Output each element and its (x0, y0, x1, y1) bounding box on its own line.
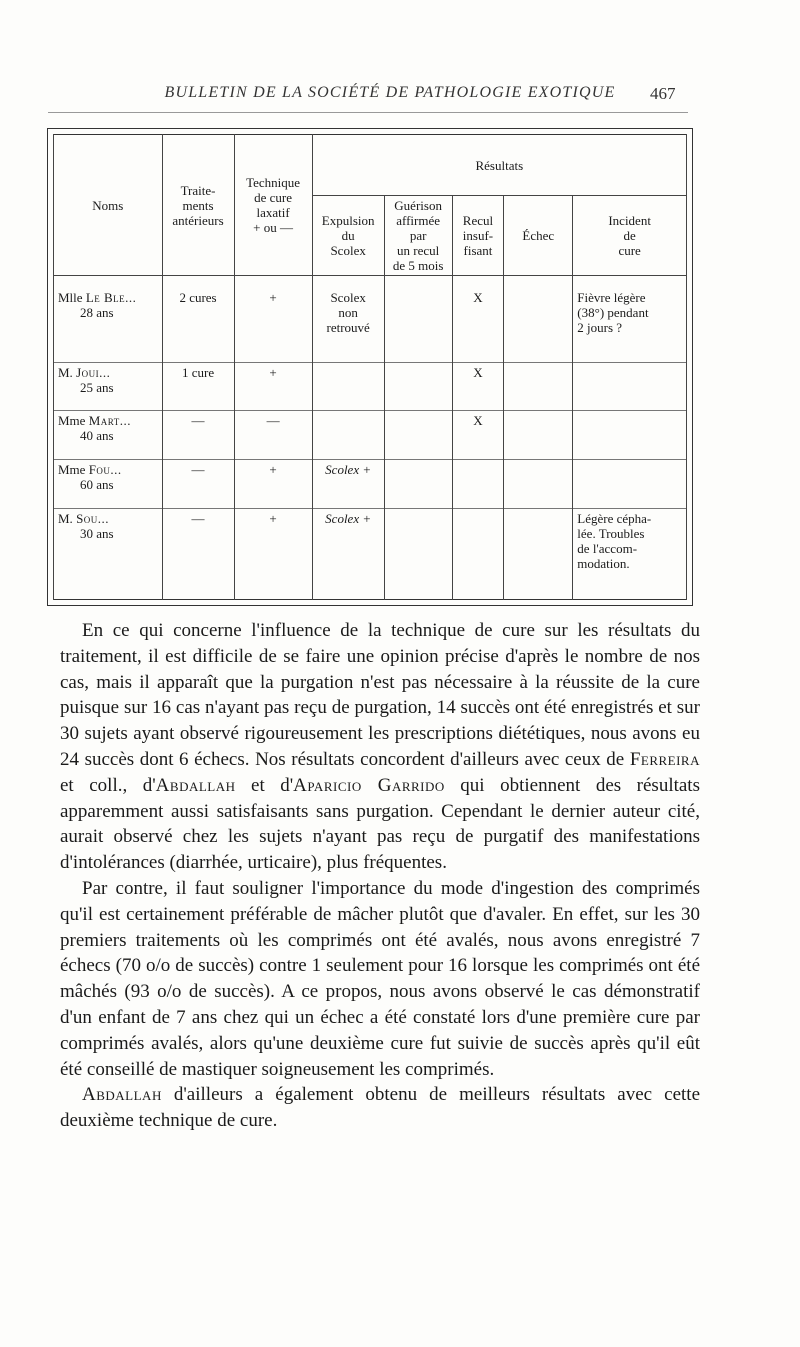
patient-name: M. Joui... 25 ans (54, 362, 163, 411)
cell-technique: — (234, 411, 312, 460)
table-row (54, 460, 687, 509)
patient-name: Mme Mart... 40 ans (54, 411, 163, 460)
results-table-frame (47, 128, 693, 606)
cell-traitements: 1 cure (162, 362, 234, 411)
author-name: Aparicio Garrido (293, 774, 445, 796)
header-rule (48, 112, 688, 113)
cell-technique: + (234, 509, 312, 600)
patient-name: Mme Fou... 60 ans (54, 460, 163, 509)
cell-expulsion (312, 362, 384, 411)
cell-recul: X (452, 362, 504, 411)
author-name: Abdallah (155, 774, 236, 796)
cell-echec (504, 509, 573, 600)
header-incident: Incident de cure (573, 196, 687, 276)
table-row (54, 411, 687, 460)
patient-name: M. Sou... 30 ans (54, 509, 163, 600)
cell-expulsion: Scolex + (312, 509, 384, 600)
cell-incident: Légère cépha- lée. Troubles de l'accom- modation. (573, 509, 687, 600)
table-row (54, 509, 687, 600)
header-guerison: Guérison affirmée par un recul de 5 mois (384, 196, 452, 276)
header-traitements: Traite- ments antérieurs (162, 135, 234, 276)
cell-technique: + (234, 362, 312, 411)
cell-recul (452, 460, 504, 509)
cell-recul (452, 509, 504, 600)
cell-technique: + (234, 460, 312, 509)
cell-echec (504, 362, 573, 411)
cell-recul: X (452, 411, 504, 460)
author-name: Abdallah (82, 1084, 162, 1106)
cell-echec (504, 411, 573, 460)
header-expulsion: Expulsion du Scolex (312, 196, 384, 276)
cell-traitements: 2 cures (162, 276, 234, 363)
cell-traitements: — (162, 411, 234, 460)
cell-expulsion (312, 411, 384, 460)
article-body (60, 618, 700, 1134)
table-row (54, 276, 687, 363)
running-head: BULLETIN DE LA SOCIÉTÉ DE PATHOLOGIE EXOTIQUE (164, 84, 616, 101)
author-name: Ferreira (629, 748, 700, 770)
cell-guerison (384, 460, 452, 509)
cell-expulsion: Scolex + (312, 460, 384, 509)
cell-incident (573, 362, 687, 411)
cell-technique: + (234, 276, 312, 363)
cell-incident: Fièvre légère (38°) pendant 2 jours ? (573, 276, 687, 363)
page-number: 467 (650, 84, 676, 103)
cell-guerison (384, 411, 452, 460)
header-technique: Technique de cure laxatif + ou — (234, 135, 312, 276)
cell-guerison (384, 509, 452, 600)
cell-echec (504, 276, 573, 363)
cell-traitements: — (162, 460, 234, 509)
cell-echec (504, 460, 573, 509)
cell-guerison (384, 276, 452, 363)
cell-guerison (384, 362, 452, 411)
cell-incident (573, 460, 687, 509)
cell-incident (573, 411, 687, 460)
cell-traitements: — (162, 509, 234, 600)
header-noms: Noms (54, 135, 163, 276)
patient-name: Mlle Le Ble... 28 ans (54, 276, 163, 363)
cell-expulsion: Scolex non retrouvé (312, 276, 384, 363)
cell-recul: X (452, 276, 504, 363)
paragraph: Abdallah d'ailleurs a également obtenu de meilleurs résultats avec cette deuxième technique de cure. (60, 1084, 700, 1132)
table-row (54, 362, 687, 411)
paragraph: En ce qui concerne l'influence de la technique de cure sur les résultats du traitement, il est difficile de se faire une opinion précise d'après le nombre de nos cas, mais il apparaît que la purgation n'est pas nécessaire à la réussite de la cure puisque sur 16 cas n'ayant pas reçu de purgation, 14 succès ont été enregistrés et sur 30 sujets ayant observé rigoureusement les prescriptions diététiques, nous avons eu 24 succès dont 6 échecs. Nos résultats concordent d'ailleurs avec ceux de Ferreira et coll., d'Abdallah et d'Aparicio Garrido qui obtiennent des résultats apparemment aussi satisfaisants sans purgation. Cependant le dernier auteur cité, aurait observé chez les sujets n'ayant pas reçu de purgatif des manifestations d'intolérances (diarrhée, urticaire), plus fréquentes. (60, 620, 700, 874)
header-resultats: Résultats (312, 135, 686, 196)
paragraph: Par contre, il faut souligner l'importance du mode d'ingestion des comprimés qu'il est certainement préférable de mâcher plutôt que d'avaler. En effet, sur les 30 premiers traitements où les comprimés ont été avalés, nous avons enregistré 7 échecs (70 o/o de succès) contre 1 seulement pour 16 lorsque les comprimés ont été mâchés (93 o/o de succès). A ce propos, nous avons observé le cas démonstratif d'un enfant de 7 ans chez qui un échec a été constaté lors d'une première cure par comprimés avalés, alors qu'une deuxième cure fut suivie de succès après qu'il eût été conseillé de mastiquer soigneusement les comprimés. (60, 877, 700, 1080)
header-echec: Échec (504, 196, 573, 276)
header-recul: Recul insuf- fisant (452, 196, 504, 276)
results-table (53, 134, 687, 600)
